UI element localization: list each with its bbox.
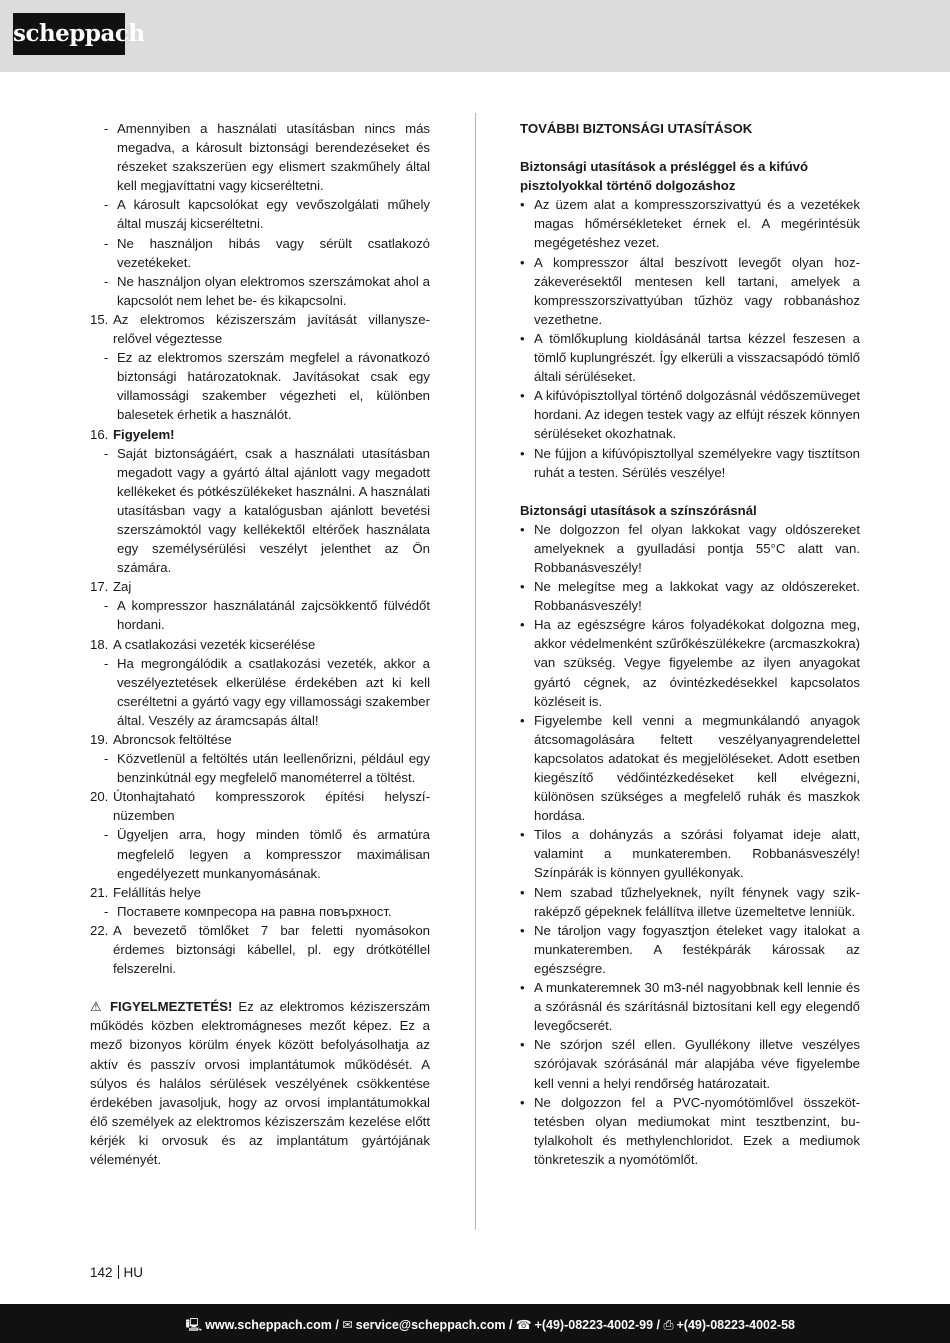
bullet-item: • Ne fújjon a kifúvópisztollyal személyekre vagy tisztítson ruhát a testen. Sérülés veszélye! — [520, 444, 860, 482]
list-item-text: Ne használjon hibás vagy sérült csatlakozó vezetékeket. — [117, 235, 430, 270]
warning-block — [90, 997, 430, 1169]
item-text: Zaj — [113, 579, 132, 595]
warning-label: FIGYELMEZTETÉS! — [109, 999, 233, 1015]
bullet-list-compressed-air — [520, 195, 860, 481]
list-item — [90, 272, 430, 310]
numbered-item — [90, 921, 430, 978]
item-number: 17. — [90, 579, 109, 595]
bullet-item: • A kifúvópisztollyal történő dolgozásnál védőszemüveget hordani. Az idegen testek vagy az elfújt részek könnyen sérüléseket okozhatnak. — [520, 386, 860, 443]
item-number: 16. — [90, 426, 109, 442]
list-item — [90, 825, 430, 882]
item-number: 19. — [90, 732, 109, 747]
list-item — [90, 119, 430, 195]
item-emphasis: Figyelem! — [113, 426, 175, 442]
list-item — [90, 234, 430, 272]
fax-icon: ⎙ — [663, 1318, 674, 1332]
list-item-text: Ha megrongálódik a csatlakozási vezeték, akkor a veszélyeztetések elkerülése érdekében azt ki kell cseréltetni a gyártó vagy egy villamossági szakember által. Veszély az áramcsapás által! — [117, 655, 430, 728]
list-item — [90, 654, 430, 730]
numbered-item — [90, 635, 430, 654]
bullet-item: • A kompresszor által beszívott levegőt olyan hozzákeverésektől mentesen kell tartani, amelyek a kompresszorszivattyúban tűzhöz vagy robbanáshoz vezethetne. — [520, 253, 860, 329]
page-number — [90, 1265, 143, 1280]
page-header — [0, 0, 950, 72]
list-item — [90, 444, 430, 578]
bullet-item: • Az üzem alat a kompresszorszivattyú és a vezetékek magas hőmérsékleteket érnek el. A megérintésük megégetéshez vezet. — [520, 195, 860, 252]
bullet-list-spraying — [520, 520, 860, 1169]
warning-text: Ez az elektromos kéziszerszám működés közben elektromágneses mezőt képez. Ez a mező bizonyos körülm ények között befolyásolhatja az aktív és passzív orvosi implantátumok működését. A súlyos és halálos sérülések veszélyének csökkentése érdekében javasoljuk, hogy az orvosi implantátumokkal élő személyek az elektromos kéziszerszám kezelése előtt kérjék ki orvosuk és az implantátum gyártójának véleményét. — [90, 999, 430, 1167]
item-text: Felállítás helye — [113, 884, 201, 900]
footer-fax: +(49)-08223-4002-58 — [676, 1318, 795, 1332]
phone-icon: ☎ — [515, 1318, 532, 1332]
bullet-item: • Ne szórjon szél ellen. Gyullékony illetve veszélyes szórójavak szórásánál már alapjába véve figyelembe kell venni a helyi rendőrség határozatait. — [520, 1035, 860, 1092]
numbered-item — [90, 883, 430, 902]
item-text: Az elektromos kéziszerszám javítását villanyszerelővel végeztesse — [113, 311, 430, 347]
bullet-item: • Figyelembe kell venni a megmunkálandó anyagok átcsomagolására feltett veszélyanyagrendelettel kapcsolatos adatokat és megjelöléseket. Adott esetben kiegészítő védőintézkedéseket kell elvégezni, különösen szükséges a megfelelő ruhák és maszkok hordása. — [520, 711, 860, 826]
warning-triangle-icon: ⚠ — [90, 999, 104, 1015]
list-item-text: Ne használjon olyan elektromos szerszámokat ahol a kapcsolót nem lehet be- és kikapcsolni. — [117, 273, 430, 308]
page-language: HU — [123, 1265, 144, 1280]
list-item-text: A kompresszor használatánál zajcsökkentő fülvédőt hordani. — [117, 598, 430, 633]
list-item-text: Saját biztonságáért, csak a használati utasításban megadott vagy a gyártó által ajánlott vagy megadott kellékeket és pótkészülékeket használni. A használati utasításban vagy a katalógusban ajánlott bevetési szerszámoktól vagy kellékektől eltérőek használata egy személysérülési veszélyt jelenthet az Ön számára. — [117, 445, 430, 576]
numbered-item — [90, 577, 430, 596]
item-number: 21. — [90, 884, 109, 900]
bullet-item: • Ne tároljon vagy fogyasztjon ételeket vagy italokat a munkateremben. A festékpárák károssak az egészségre. — [520, 921, 860, 978]
list-item — [90, 195, 430, 233]
bullet-item: • Nem szabad tűzhelyeknek, nyílt fénynek vagy szikraképző gépeknek felállítva illetve üzemeltetve lenniük. — [520, 883, 860, 921]
left-column — [90, 119, 430, 1169]
bullet-item: • Ne melegítse meg a lakkokat vagy az oldószereket. Robbanásveszély! — [520, 577, 860, 615]
bullet-item: • Tilos a dohányzás a szórási folyamat ideje alatt, valamint a munkateremben. Robbanásveszély! Színpárák is könnyen gyullékonyak. — [520, 825, 860, 882]
numbered-item — [90, 787, 430, 825]
column-divider — [475, 113, 476, 1230]
brand-logo: scheppach — [13, 13, 125, 55]
list-item-text: A károsult kapcsolókat egy vevőszolgálati műhely által muszáj kicseréltetni. — [117, 197, 430, 232]
list-item-text: Közvetlenül a feltöltés után leellenőrizni, például egy benzinkútnál egy megfelelő manométerrel a töltést. — [117, 751, 430, 786]
mail-icon: ✉ — [342, 1318, 353, 1332]
bullet-item: • A tömlőkuplung kioldásánál tartsa kézzel feszesen a tömlő kuplungrészét. Így elkerüli a visszacsapódó tömlő általi sérüléseket. — [520, 329, 860, 386]
section-title: TOVÁBBI BIZTONSÁGI UTASÍTÁSOK — [520, 121, 753, 136]
list-item-text: Ügyeljen arra, hogy minden tömlő és armatúra megfelelő legyen a kompresszor maximálisan engedélyezett munkanyomásának. — [117, 827, 430, 881]
right-column — [520, 119, 860, 1169]
page-number-value: 142 — [90, 1265, 113, 1280]
bullet-item: • Ha az egészségre káros folyadékokat dolgozna meg, akkor védelmenként szűrőkészülékekre (arcmaszkokra) van szükség. Vegye figyelembe az ilyen anyagokat gyártó cégnek, az óvintézkedésekkel kapcsolatos közléseit is. — [520, 615, 860, 710]
item-text: Útonhajtaható kompresszorok építési helyszínüzemben — [113, 789, 430, 824]
item-number: 22. — [90, 922, 109, 938]
item-number: 15. — [90, 311, 109, 327]
item-text: A csatlakozási vezeték kicserélése — [113, 636, 316, 652]
footer-phone: +(49)-08223-4002-99 / — [534, 1318, 660, 1332]
list-item — [90, 348, 430, 424]
bullet-item: • Ne dolgozzon fel a PVC-nyomótömlővel összeköttetésben olyan mediumokat mint tesztbenzint, butylalkoholt és methylenchloridot. Ezek a mediumok tönkreteszik a nyomótömlőt. — [520, 1093, 860, 1169]
bullet-item: • A munkateremnek 30 m3-nél nagyobbnak kell lennie és a szórásnál és szárításnál biztosítani kell egy elegendő levegőcserét. — [520, 978, 860, 1035]
numbered-item — [90, 425, 430, 444]
item-text: A bevezető tömlőket 7 bar feletti nyomásokon érdemes biztonsági kábellel, pl. egy drótkötéllel felszerelni. — [113, 922, 430, 977]
footer-website[interactable]: www.scheppach.com / — [205, 1318, 339, 1332]
section-heading-spraying: Biztonsági utasítások a színszórásnál — [520, 502, 757, 518]
list-item-text: Ez az elektromos szerszám megfelel a rávonatkozó biztonsági határozatoknak. Javításokat csak egy villamossági szakember végezheti el, különben balesetek érhetik a használót. — [117, 350, 430, 423]
list-item — [90, 596, 430, 634]
list-item-text: Поставете компресора на равна повърхност. — [117, 903, 392, 919]
list-item — [90, 749, 430, 787]
item-text: Abroncsok feltöltése — [113, 732, 232, 747]
bullet-item: • Ne dolgozzon fel olyan lakkokat vagy oldószereket amelyeknek a gyulladási pontja 55°C alatt van. Robbanásveszély! — [520, 520, 860, 577]
section-heading-compressed-air: Biztonsági utasítások a présléggel és a kifúvó pisztolyokkal történő dolgozáshoz — [520, 159, 809, 194]
item-number: 20. — [90, 789, 109, 805]
item-number: 18. — [90, 636, 109, 652]
numbered-item — [90, 310, 430, 348]
footer-contact — [186, 1316, 795, 1337]
list-item-text: Amennyiben a használati utasításban nincs más megadva, a károsult biztonsági berendezéseket és részeket szakszerüen egy elismert szakműhely által kell megjavíttatni vagy kicseréltetni. — [117, 121, 430, 194]
footer-email[interactable]: service@scheppach.com / — [355, 1318, 513, 1332]
computer-icon: 🖳 — [185, 1318, 203, 1332]
page-footer — [0, 1304, 950, 1343]
numbered-item — [90, 730, 430, 749]
list-item — [90, 902, 430, 921]
